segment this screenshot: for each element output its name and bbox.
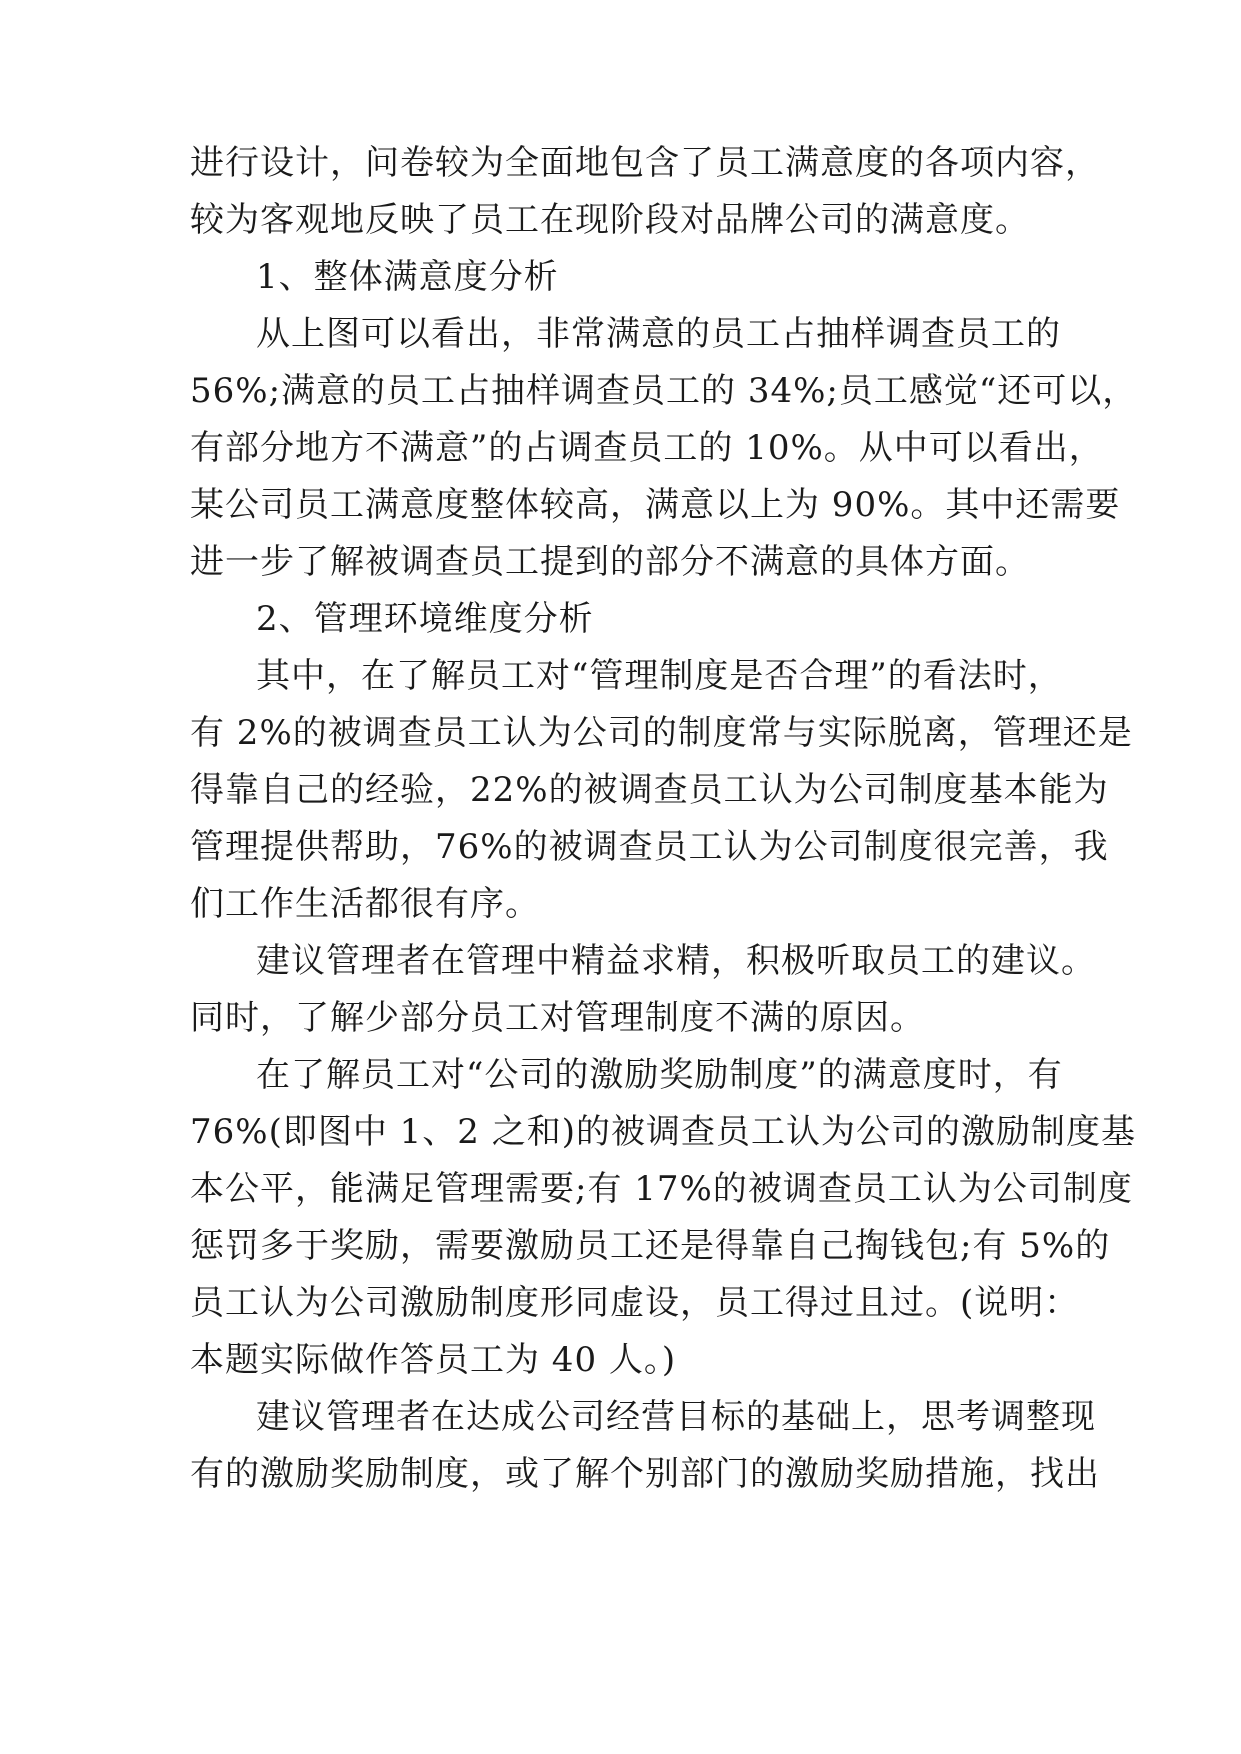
text-line: 从上图可以看出，非常满意的员工占抽样调查员工的	[256, 314, 1061, 354]
text-line: 得靠自己的经验，22%的被调查员工认为公司制度基本能为	[190, 770, 1109, 810]
text-line: 惩罚多于奖励，需要激励员工还是得靠自己掏钱包;有 5%的	[190, 1226, 1111, 1266]
text-line: 有 2%的被调查员工认为公司的制度常与实际脱离，管理还是	[190, 713, 1133, 753]
text-line: 本公平，能满足管理需要;有 17%的被调查员工认为公司制度	[190, 1169, 1133, 1209]
text-line: 在了解员工对“公司的激励奖励制度”的满意度时，有	[256, 1055, 1063, 1095]
section-heading: 1、整体满意度分析	[256, 257, 559, 297]
text-line: 56%;满意的员工占抽样调查员工的 34%;员工感觉“还可以，	[190, 371, 1138, 411]
text-line: 们工作生活都很有序。	[190, 884, 540, 924]
text-line: 进行设计，问卷较为全面地包含了员工满意度的各项内容，	[190, 143, 1100, 183]
text-line: 某公司员工满意度整体较高，满意以上为 90%。其中还需要	[190, 485, 1121, 525]
text-line: 建议管理者在管理中精益求精，积极听取员工的建议。	[256, 941, 1096, 981]
text-line: 有部分地方不满意”的占调查员工的 10%。从中可以看出，	[190, 428, 1104, 468]
text-line: 76%(即图中 1、2 之和)的被调查员工认为公司的激励制度基	[190, 1112, 1136, 1152]
text-line: 同时，了解少部分员工对管理制度不满的原因。	[190, 998, 925, 1038]
text-line: 其中，在了解员工对“管理制度是否合理”的看法时，	[256, 656, 1063, 696]
text-line: 有的激励奖励制度，或了解个别部门的激励奖励措施，找出	[190, 1454, 1100, 1494]
text-line: 较为客观地反映了员工在现阶段对品牌公司的满意度。	[190, 200, 1030, 240]
text-line: 进一步了解被调查员工提到的部分不满意的具体方面。	[190, 542, 1030, 582]
text-line: 本题实际做作答员工为 40 人。)	[190, 1340, 677, 1380]
text-line: 建议管理者在达成公司经营目标的基础上，思考调整现	[256, 1397, 1096, 1437]
text-line: 管理提供帮助，76%的被调查员工认为公司制度很完善，我	[190, 827, 1109, 867]
text-line: 员工认为公司激励制度形同虚设，员工得过且过。(说明：	[190, 1283, 1080, 1323]
section-heading: 2、管理环境维度分析	[256, 599, 594, 639]
